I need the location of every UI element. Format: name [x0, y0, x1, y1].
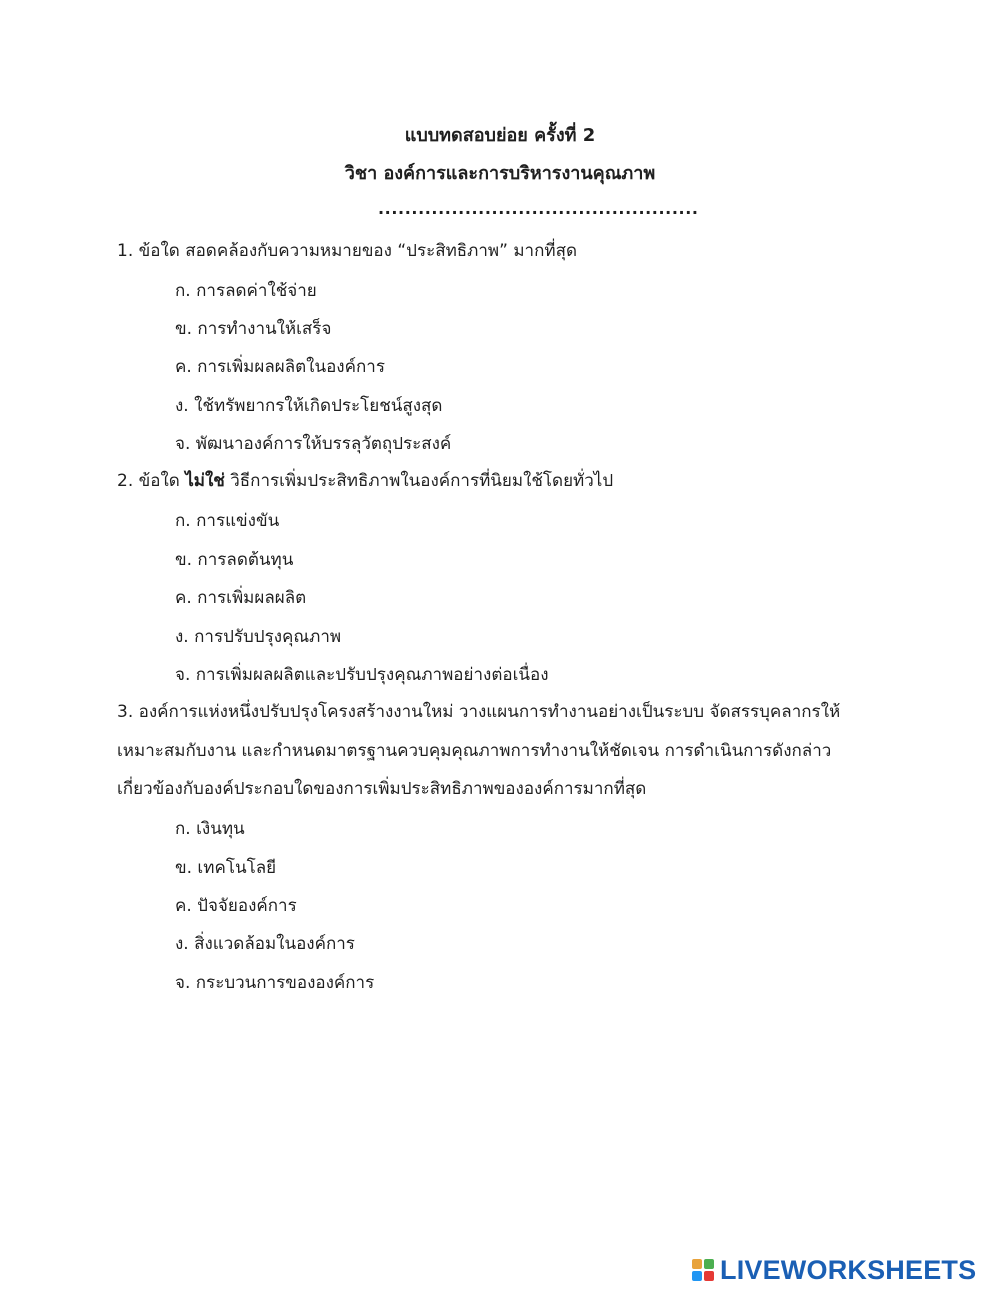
question-number: 2.: [117, 471, 134, 491]
question-3-option-1[interactable]: ก. เงินทุน: [175, 819, 245, 839]
question-number: 3.: [117, 702, 134, 722]
question-3-option-2[interactable]: ข. เทคโนโลยี: [175, 858, 277, 878]
liveworksheets-logo: [692, 1257, 976, 1283]
question-1-option-5[interactable]: จ. พัฒนาองค์การให้บรรลุวัตถุประสงค์: [175, 434, 452, 454]
question-2-option-4[interactable]: ง. การปรับปรุงคุณภาพ: [175, 627, 342, 647]
question-2: [117, 462, 897, 501]
liveworksheets-mark-icon: [692, 1259, 714, 1281]
question-3-option-5[interactable]: จ. กระบวนการขององค์การ: [175, 973, 375, 993]
question-1-option-3[interactable]: ค. การเพิ่มผลผลิตในองค์การ: [175, 357, 385, 377]
question-3-option-4[interactable]: ง. สิ่งแวดล้อมในองค์การ: [175, 934, 355, 954]
page-title: แบบทดสอบย่อย ครั้งที่ 2: [404, 125, 596, 146]
question-3-line-2: เหมาะสมกับงาน และกำหนดมาตรฐานควบคุมคุณภาพการทำงานให้ชัดเจน การดำเนินการดังกล่าว: [117, 741, 832, 761]
question-text: ข้อใด สอดคล้องกับความหมายของ “ประสิทธิภาพ” มากที่สุด: [138, 241, 578, 261]
question-2-option-2[interactable]: ข. การลดต้นทุน: [175, 550, 294, 570]
question-text-before: ข้อใด: [138, 471, 180, 491]
subject-title: วิชา องค์การและการบริหารงานคุณภาพ: [344, 163, 656, 184]
logo-square: [704, 1259, 714, 1269]
logo-square: [704, 1271, 714, 1281]
question-1-option-2[interactable]: ข. การทำงานให้เสร็จ: [175, 319, 332, 339]
logo-text: LIVEWORKSHEETS: [720, 1255, 977, 1285]
question-3-line-3: เกี่ยวข้องกับองค์ประกอบใดของการเพิ่มประสิทธิภาพขององค์การมากที่สุด: [117, 779, 647, 799]
question-number: 1.: [117, 241, 134, 261]
question-text: องค์การแห่งหนึ่งปรับปรุงโครงสร้างงานใหม่ วางแผนการทำงานอย่างเป็นระบบ จัดสรรบุคลากรให้: [138, 702, 841, 722]
question-text-after: วิธีการเพิ่มประสิทธิภาพในองค์การที่นิยมใช้โดยทั่วไป: [230, 471, 614, 491]
logo-square: [692, 1259, 702, 1269]
question-1: [117, 232, 897, 271]
question-emphasis: ไม่ใช่: [185, 471, 225, 491]
question-1-option-4[interactable]: ง. ใช้ทรัพยากรให้เกิดประโยชน์สูงสุด: [175, 396, 443, 416]
question-3-option-3[interactable]: ค. ปัจจัยองค์การ: [175, 896, 297, 916]
logo-square: [692, 1271, 702, 1281]
title-separator: ................................................: [378, 199, 699, 218]
question-3-line-1: [117, 693, 897, 732]
question-2-option-3[interactable]: ค. การเพิ่มผลผลิต: [175, 588, 307, 608]
question-1-option-1[interactable]: ก. การลดค่าใช้จ่าย: [175, 281, 317, 301]
question-2-option-5[interactable]: จ. การเพิ่มผลผลิตและปรับปรุงคุณภาพอย่างต่อเนื่อง: [175, 665, 549, 685]
question-2-option-1[interactable]: ก. การแข่งขัน: [175, 511, 280, 531]
